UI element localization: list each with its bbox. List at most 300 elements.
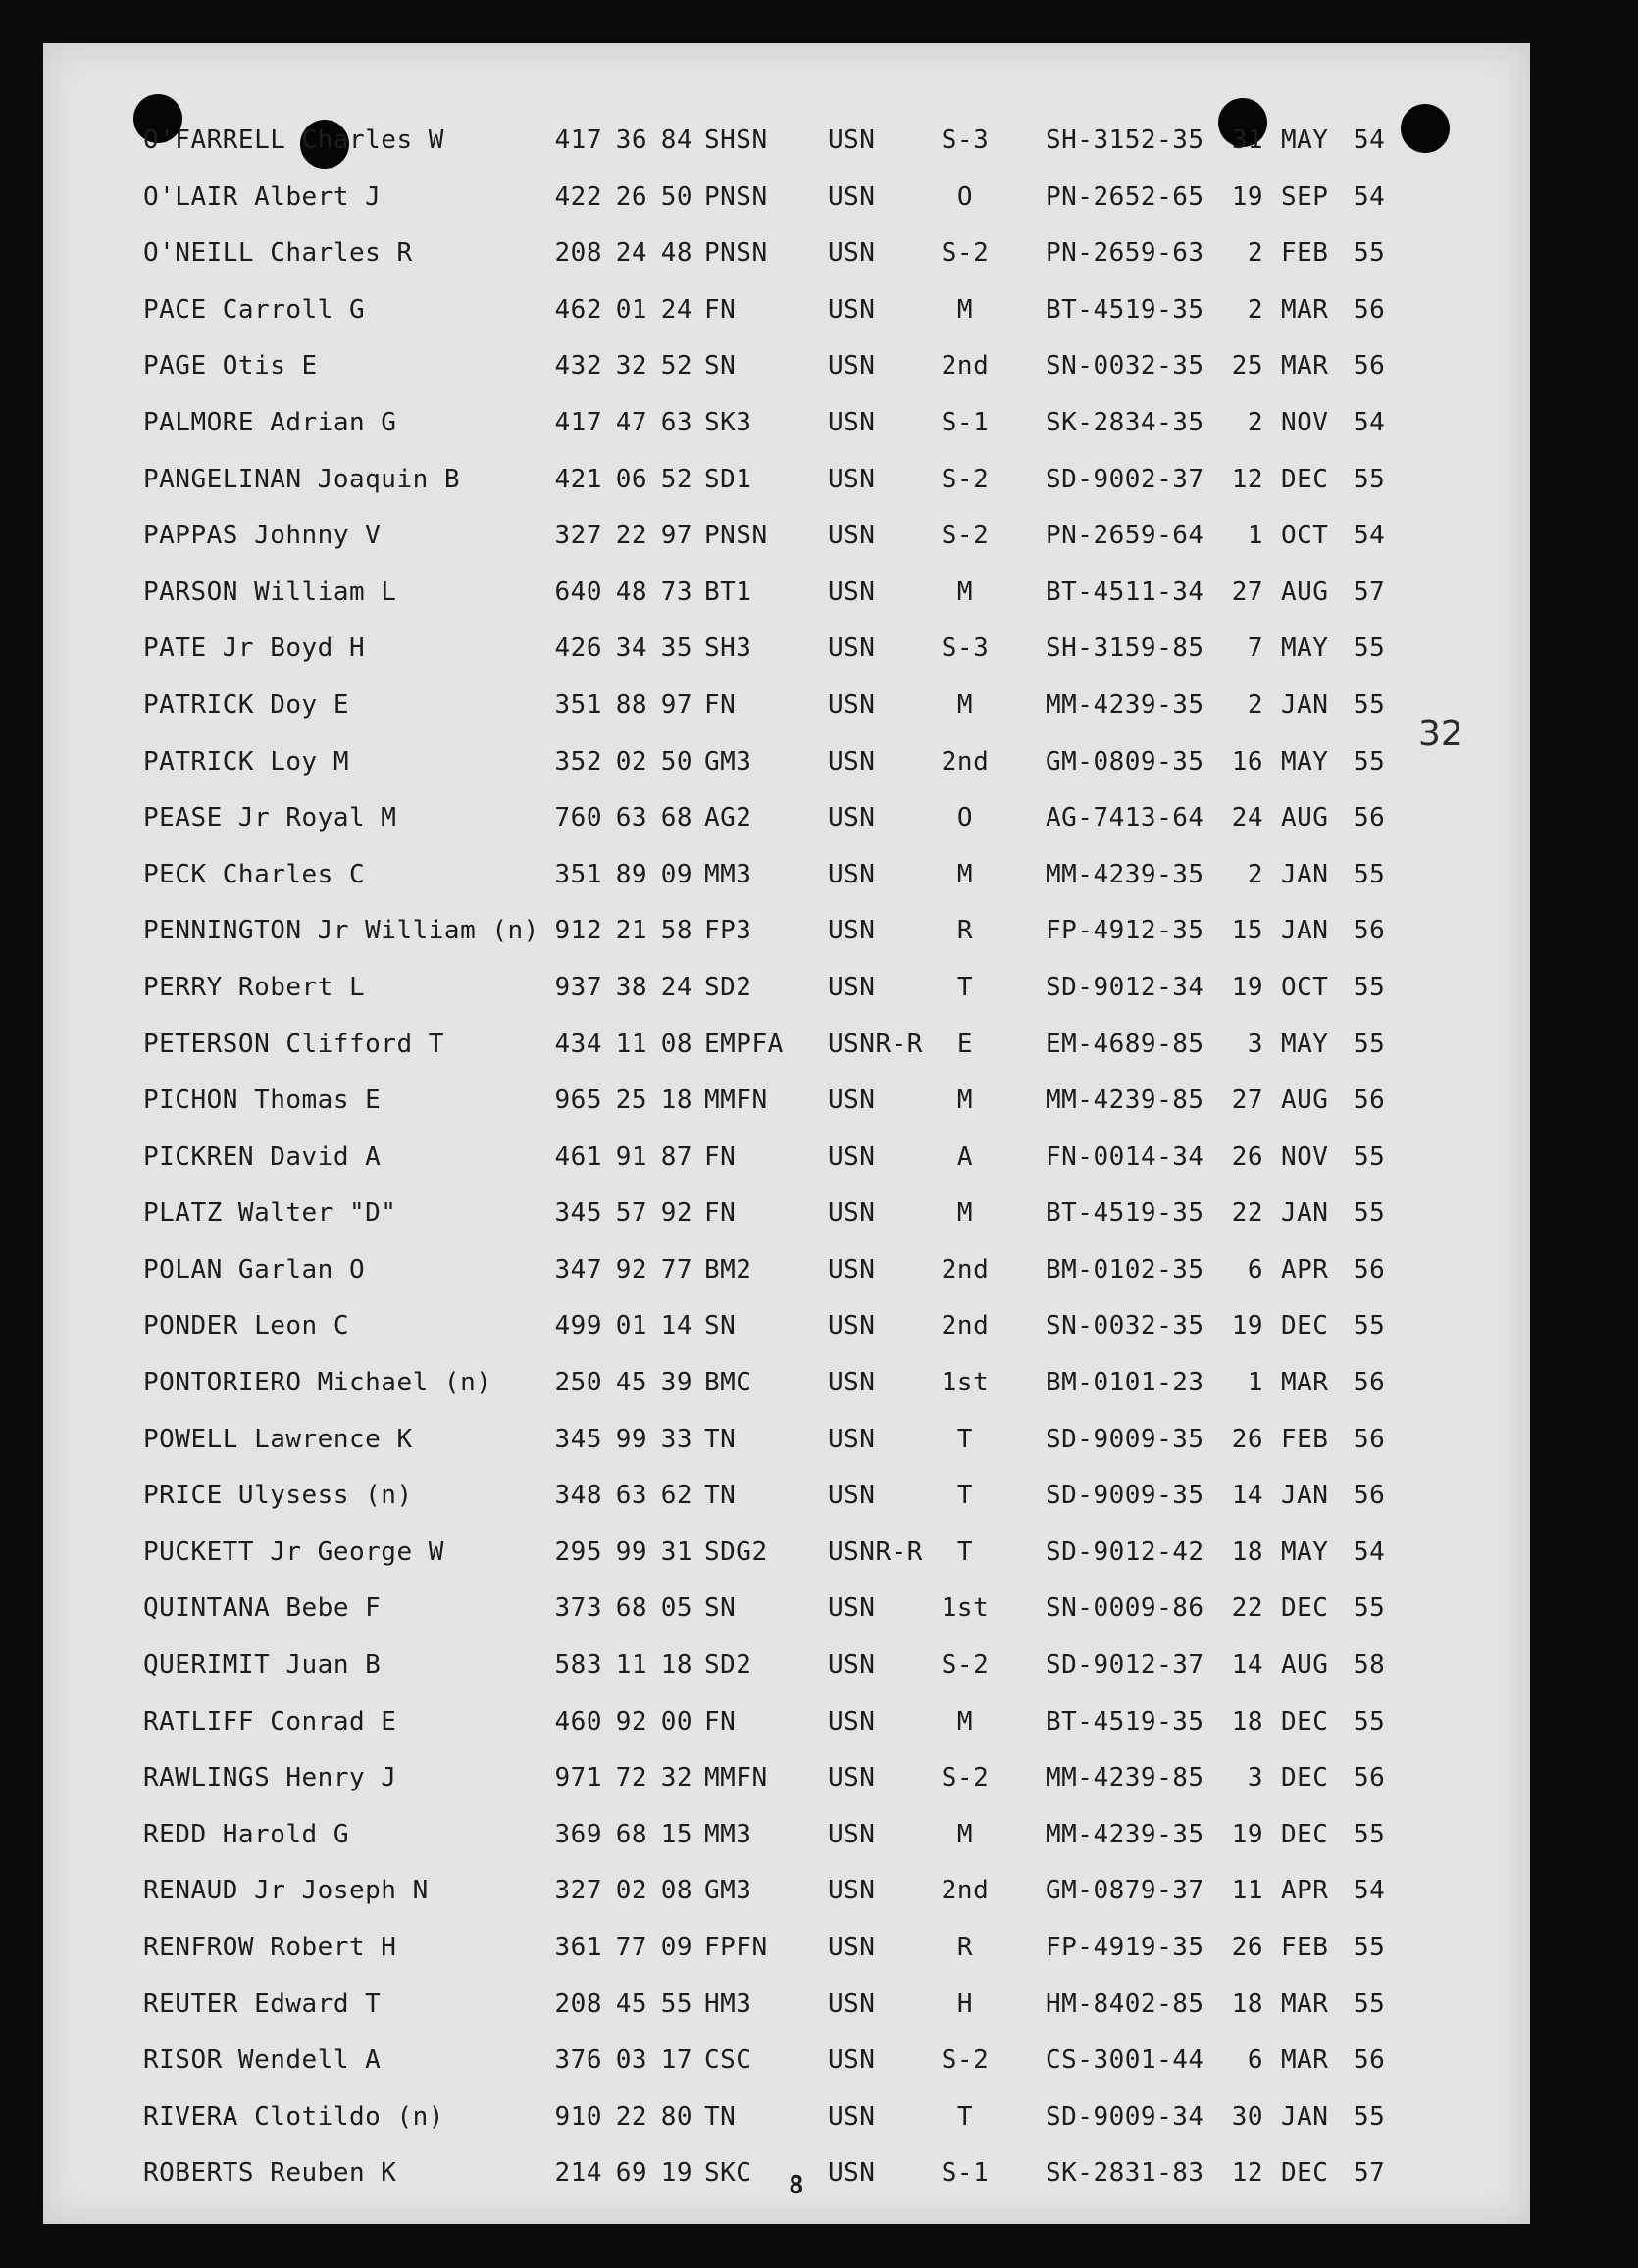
component: USN [828, 1141, 876, 1172]
date-month: DEC [1281, 1593, 1329, 1624]
person-name: REDD Harold G [143, 1819, 349, 1849]
person-name: RAWLINGS Henry J [143, 1763, 397, 1793]
roster-row [43, 1876, 1530, 1933]
service-number-part-2: 38 [615, 972, 647, 1002]
person-name: PALMORE Adrian G [143, 407, 397, 437]
service-number-part-3: 09 [660, 859, 692, 889]
service-number-part-2: 22 [615, 521, 647, 551]
date-year: 56 [1354, 1254, 1386, 1285]
billet-code: FN-0014-34 [1046, 1141, 1204, 1172]
service-number-part-3: 50 [660, 746, 692, 777]
date-day: 31 [1231, 126, 1263, 155]
date-month: DEC [1281, 1763, 1329, 1793]
person-name: PATRICK Loy M [143, 746, 349, 777]
date-month: MAR [1281, 1368, 1329, 1398]
qualification: R [956, 1933, 974, 1962]
service-number-part-1: 295 [554, 1537, 602, 1567]
billet-code: CS-3001-44 [1046, 2045, 1204, 2076]
service-number-part-1: 208 [554, 238, 602, 269]
rate: SHSN [704, 126, 768, 155]
qualification: S-2 [941, 521, 990, 551]
service-number-part-3: 18 [660, 1085, 692, 1116]
date-day: 19 [1231, 1311, 1263, 1341]
person-name: REUTER Edward T [143, 1989, 382, 2019]
date-day: 26 [1231, 1141, 1263, 1172]
roster-row [43, 408, 1530, 465]
billet-code: BT-4511-34 [1046, 577, 1204, 607]
component: USNR-R [828, 1537, 923, 1567]
rate: PNSN [704, 181, 768, 212]
component: USN [828, 746, 876, 777]
qualification: A [956, 1141, 974, 1172]
date-day: 18 [1231, 1537, 1263, 1567]
qualification: S-3 [941, 633, 990, 664]
roster-row [43, 238, 1530, 295]
date-day: 19 [1231, 181, 1263, 212]
roster-row [43, 126, 1530, 182]
rate: SKC [704, 2158, 752, 2189]
person-name: POLAN Garlan O [143, 1254, 366, 1285]
service-number-part-1: 351 [554, 689, 602, 720]
rate: SH3 [704, 633, 752, 664]
rate: SN [704, 1593, 737, 1624]
rate: FN [704, 1141, 737, 1172]
service-number-part-3: 97 [660, 521, 692, 551]
rate: GM3 [704, 1876, 752, 1906]
person-name: PRICE Ulysess (n) [143, 1481, 413, 1511]
roster-row [43, 1593, 1530, 1650]
rate: AG2 [704, 803, 752, 833]
service-number-part-2: 11 [615, 1029, 647, 1059]
service-number-part-2: 34 [615, 633, 647, 664]
service-number-part-3: 68 [660, 803, 692, 833]
date-month: NOV [1281, 1141, 1329, 1172]
date-year: 57 [1354, 2158, 1386, 2189]
date-year: 54 [1354, 407, 1386, 437]
qualification: S-2 [941, 1650, 990, 1681]
date-year: 54 [1354, 521, 1386, 551]
component: USN [828, 577, 876, 607]
person-name: ROBERTS Reuben K [143, 2158, 397, 2189]
person-name: RENFROW Robert H [143, 1933, 397, 1962]
person-name: PATRICK Doy E [143, 689, 349, 720]
service-number-part-3: 39 [660, 1368, 692, 1398]
service-number-part-3: 48 [660, 238, 692, 269]
date-month: DEC [1281, 1706, 1329, 1737]
billet-code: PN-2659-64 [1046, 521, 1204, 551]
billet-code: SH-3159-85 [1046, 633, 1204, 664]
service-number-part-3: 92 [660, 1198, 692, 1229]
date-month: OCT [1281, 521, 1329, 551]
component: USN [828, 1254, 876, 1285]
service-number-part-1: 327 [554, 521, 602, 551]
component: USN [828, 2101, 876, 2132]
billet-code: MM-4239-35 [1046, 859, 1204, 889]
rate: BMC [704, 1368, 752, 1398]
date-year: 54 [1354, 1537, 1386, 1567]
service-number-part-1: 971 [554, 1763, 602, 1793]
component: USN [828, 407, 876, 437]
date-year: 55 [1354, 464, 1386, 494]
date-year: 54 [1354, 126, 1386, 155]
date-year: 55 [1354, 1311, 1386, 1341]
roster-row [43, 2102, 1530, 2159]
date-year: 56 [1354, 803, 1386, 833]
component: USN [828, 633, 876, 664]
qualification: R [956, 916, 974, 946]
date-year: 56 [1354, 2045, 1386, 2076]
service-number-part-3: 97 [660, 689, 692, 720]
service-number-part-3: 09 [660, 1933, 692, 1962]
roster-row [43, 2158, 1530, 2215]
person-name: RATLIFF Conrad E [143, 1706, 397, 1737]
service-number-part-2: 89 [615, 859, 647, 889]
person-name: PUCKETT Jr George W [143, 1537, 444, 1567]
date-month: AUG [1281, 803, 1329, 833]
roster-row [43, 295, 1530, 352]
service-number-part-3: 50 [660, 181, 692, 212]
service-number-part-3: 35 [660, 633, 692, 664]
service-number-part-3: 24 [660, 972, 692, 1002]
service-number-part-1: 417 [554, 126, 602, 155]
service-number-part-1: 345 [554, 1198, 602, 1229]
person-name: PONTORIERO Michael (n) [143, 1368, 492, 1398]
qualification: 2nd [941, 1254, 990, 1285]
person-name: PATE Jr Boyd H [143, 633, 366, 664]
date-day: 26 [1231, 1424, 1263, 1454]
service-number-part-1: 760 [554, 803, 602, 833]
date-month: JAN [1281, 1481, 1329, 1511]
billet-code: BM-0101-23 [1046, 1368, 1204, 1398]
billet-code: AG-7413-64 [1046, 803, 1204, 833]
service-number-part-2: 02 [615, 1876, 647, 1906]
service-number-part-2: 63 [615, 803, 647, 833]
date-year: 54 [1354, 181, 1386, 212]
person-name: PLATZ Walter "D" [143, 1198, 397, 1229]
service-number-part-1: 937 [554, 972, 602, 1002]
component: USN [828, 1593, 876, 1624]
service-number-part-1: 214 [554, 2158, 602, 2189]
billet-code: SD-9012-42 [1046, 1537, 1204, 1567]
page-number: 8 [789, 2171, 804, 2200]
service-number-part-1: 432 [554, 351, 602, 381]
date-month: FEB [1281, 238, 1329, 269]
component: USN [828, 238, 876, 269]
roster-row [43, 860, 1530, 917]
date-year: 56 [1354, 1481, 1386, 1511]
date-month: MAY [1281, 633, 1329, 664]
date-year: 55 [1354, 1989, 1386, 2019]
component: USN [828, 1424, 876, 1454]
billet-code: SK-2834-35 [1046, 407, 1204, 437]
service-number-part-2: 45 [615, 1368, 647, 1398]
date-year: 55 [1354, 746, 1386, 777]
qualification: M [956, 1706, 974, 1737]
date-day: 27 [1231, 577, 1263, 607]
billet-code: SD-9009-35 [1046, 1424, 1204, 1454]
qualification: M [956, 859, 974, 889]
roster-row [43, 1198, 1530, 1255]
billet-code: SK-2831-83 [1046, 2158, 1204, 2189]
service-number-part-3: 08 [660, 1876, 692, 1906]
service-number-part-2: 57 [615, 1198, 647, 1229]
qualification: S-2 [941, 2045, 990, 2076]
roster-row [43, 465, 1530, 522]
service-number-part-1: 461 [554, 1141, 602, 1172]
service-number-part-3: 52 [660, 464, 692, 494]
billet-code: SN-0032-35 [1046, 1311, 1204, 1341]
rate: FN [704, 294, 737, 325]
component: USN [828, 126, 876, 155]
service-number-part-1: 376 [554, 2045, 602, 2076]
rate: TN [704, 1481, 737, 1511]
date-day: 18 [1231, 1989, 1263, 2019]
rate: TN [704, 2101, 737, 2132]
rate: EMPFA [704, 1029, 784, 1059]
roster-row [43, 1311, 1530, 1368]
date-day: 19 [1231, 972, 1263, 1002]
person-name: RENAUD Jr Joseph N [143, 1876, 429, 1906]
roster-row [43, 1820, 1530, 1877]
billet-code: GM-0809-35 [1046, 746, 1204, 777]
service-number-part-1: 499 [554, 1311, 602, 1341]
date-day: 19 [1231, 1819, 1263, 1849]
person-name: POWELL Lawrence K [143, 1424, 413, 1454]
date-month: DEC [1281, 464, 1329, 494]
rate: GM3 [704, 746, 752, 777]
component: USN [828, 2045, 876, 2076]
person-name: PACE Carroll G [143, 294, 366, 325]
date-year: 55 [1354, 2101, 1386, 2132]
service-number-part-2: 48 [615, 577, 647, 607]
date-day: 16 [1231, 746, 1263, 777]
qualification: M [956, 1198, 974, 1229]
roster-row [43, 1368, 1530, 1425]
date-day: 1 [1247, 1368, 1263, 1398]
component: USN [828, 1763, 876, 1793]
date-year: 55 [1354, 1819, 1386, 1849]
roster-row [43, 1933, 1530, 1990]
rate: CSC [704, 2045, 752, 2076]
component: USN [828, 1198, 876, 1229]
date-year: 55 [1354, 689, 1386, 720]
component: USN [828, 1933, 876, 1962]
date-year: 55 [1354, 1706, 1386, 1737]
service-number-part-2: 11 [615, 1650, 647, 1681]
roster-row [43, 1990, 1530, 2046]
component: USN [828, 1819, 876, 1849]
billet-code: SN-0009-86 [1046, 1593, 1204, 1624]
person-name: PICHON Thomas E [143, 1085, 382, 1116]
date-year: 58 [1354, 1650, 1386, 1681]
service-number-part-1: 965 [554, 1085, 602, 1116]
date-year: 57 [1354, 577, 1386, 607]
date-year: 56 [1354, 916, 1386, 946]
qualification: 2nd [941, 746, 990, 777]
service-number-part-3: 73 [660, 577, 692, 607]
service-number-part-1: 462 [554, 294, 602, 325]
service-number-part-2: 32 [615, 351, 647, 381]
component: USN [828, 181, 876, 212]
service-number-part-2: 69 [615, 2158, 647, 2189]
billet-code: PN-2659-63 [1046, 238, 1204, 269]
qualification: M [956, 1819, 974, 1849]
service-number-part-3: 24 [660, 294, 692, 325]
date-day: 3 [1247, 1029, 1263, 1059]
qualification: 1st [941, 1368, 990, 1398]
roster-row [43, 1537, 1530, 1594]
date-day: 26 [1231, 1933, 1263, 1962]
qualification: 2nd [941, 1876, 990, 1906]
service-number-part-3: 14 [660, 1311, 692, 1341]
date-year: 55 [1354, 633, 1386, 664]
service-number-part-2: 92 [615, 1254, 647, 1285]
component: USN [828, 521, 876, 551]
service-number-part-3: 19 [660, 2158, 692, 2189]
service-number-part-3: 84 [660, 126, 692, 155]
roster-row [43, 1085, 1530, 1142]
billet-code: PN-2652-65 [1046, 181, 1204, 212]
rate: SDG2 [704, 1537, 768, 1567]
date-year: 55 [1354, 1933, 1386, 1962]
person-name: QUINTANA Bebe F [143, 1593, 382, 1624]
service-number-part-2: 68 [615, 1593, 647, 1624]
date-year: 54 [1354, 1876, 1386, 1906]
date-month: FEB [1281, 1424, 1329, 1454]
date-year: 56 [1354, 1763, 1386, 1793]
component: USN [828, 1650, 876, 1681]
person-name: PECK Charles C [143, 859, 366, 889]
component: USN [828, 1368, 876, 1398]
date-year: 55 [1354, 238, 1386, 269]
roster-row [43, 916, 1530, 973]
service-number-part-2: 88 [615, 689, 647, 720]
qualification: M [956, 294, 974, 325]
date-month: APR [1281, 1254, 1329, 1285]
qualification: 1st [941, 1593, 990, 1624]
service-number-part-1: 422 [554, 181, 602, 212]
date-year: 56 [1354, 1368, 1386, 1398]
date-year: 55 [1354, 1029, 1386, 1059]
qualification: 2nd [941, 351, 990, 381]
date-month: MAR [1281, 1989, 1329, 2019]
service-number-part-2: 24 [615, 238, 647, 269]
component: USN [828, 2158, 876, 2189]
rate: SD2 [704, 1650, 752, 1681]
service-number-part-3: 33 [660, 1424, 692, 1454]
service-number-part-1: 421 [554, 464, 602, 494]
qualification: T [956, 1424, 974, 1454]
roster-row [43, 1142, 1530, 1199]
service-number-part-1: 347 [554, 1254, 602, 1285]
date-month: MAY [1281, 1537, 1329, 1567]
date-year: 56 [1354, 1085, 1386, 1116]
date-year: 55 [1354, 859, 1386, 889]
date-day: 15 [1231, 916, 1263, 946]
billet-code: EM-4689-85 [1046, 1029, 1204, 1059]
component: USN [828, 351, 876, 381]
date-month: MAR [1281, 2045, 1329, 2076]
date-month: FEB [1281, 1933, 1329, 1962]
date-year: 56 [1354, 294, 1386, 325]
billet-code: BT-4519-35 [1046, 1198, 1204, 1229]
rate: MM3 [704, 859, 752, 889]
date-month: DEC [1281, 1819, 1329, 1849]
qualification: H [956, 1989, 974, 2019]
date-day: 1 [1247, 521, 1263, 551]
billet-code: MM-4239-35 [1046, 1819, 1204, 1849]
roster-row [43, 521, 1530, 578]
rate: SD1 [704, 464, 752, 494]
date-day: 22 [1231, 1593, 1263, 1624]
date-day: 3 [1247, 1763, 1263, 1793]
roster-row [43, 973, 1530, 1030]
service-number-part-2: 01 [615, 294, 647, 325]
person-name: PICKREN David A [143, 1141, 382, 1172]
person-name: QUERIMIT Juan B [143, 1650, 382, 1681]
date-day: 24 [1231, 803, 1263, 833]
person-name: PONDER Leon C [143, 1311, 349, 1341]
service-number-part-2: 72 [615, 1763, 647, 1793]
qualification: T [956, 2101, 974, 2132]
date-month: AUG [1281, 1650, 1329, 1681]
roster-row [43, 2045, 1530, 2102]
rate: PNSN [704, 521, 768, 551]
roster-row [43, 690, 1530, 747]
qualification: S-2 [941, 464, 990, 494]
service-number-part-2: 36 [615, 126, 647, 155]
service-number-part-1: 369 [554, 1819, 602, 1849]
service-number-part-3: 87 [660, 1141, 692, 1172]
person-name: RISOR Wendell A [143, 2045, 382, 2076]
qualification: T [956, 1537, 974, 1567]
date-day: 12 [1231, 2158, 1263, 2189]
service-number-part-3: 52 [660, 351, 692, 381]
rate: TN [704, 1424, 737, 1454]
service-number-part-2: 92 [615, 1706, 647, 1737]
date-year: 55 [1354, 972, 1386, 1002]
roster-row [43, 1425, 1530, 1482]
service-number-part-2: 06 [615, 464, 647, 494]
rate: HM3 [704, 1989, 752, 2019]
service-number-part-1: 583 [554, 1650, 602, 1681]
date-day: 14 [1231, 1650, 1263, 1681]
roster-row [43, 803, 1530, 860]
qualification: M [956, 1085, 974, 1116]
component: USN [828, 972, 876, 1002]
roster-table [43, 126, 1530, 2215]
date-month: AUG [1281, 1085, 1329, 1116]
person-name: PERRY Robert L [143, 972, 366, 1002]
billet-code: FP-4912-35 [1046, 916, 1204, 946]
date-day: 11 [1231, 1876, 1263, 1906]
roster-row [43, 747, 1530, 804]
service-number-part-1: 351 [554, 859, 602, 889]
service-number-part-3: 00 [660, 1706, 692, 1737]
qualification: O [956, 803, 974, 833]
date-day: 2 [1247, 294, 1263, 325]
service-number-part-3: 80 [660, 2101, 692, 2132]
roster-row [43, 1030, 1530, 1086]
person-name: O'NEILL Charles R [143, 238, 413, 269]
service-number-part-1: 208 [554, 1989, 602, 2019]
component: USNR-R [828, 1029, 923, 1059]
person-name: PAPPAS Johnny V [143, 521, 382, 551]
service-number-part-2: 91 [615, 1141, 647, 1172]
component: USN [828, 689, 876, 720]
date-month: MAY [1281, 746, 1329, 777]
service-number-part-3: 62 [660, 1481, 692, 1511]
